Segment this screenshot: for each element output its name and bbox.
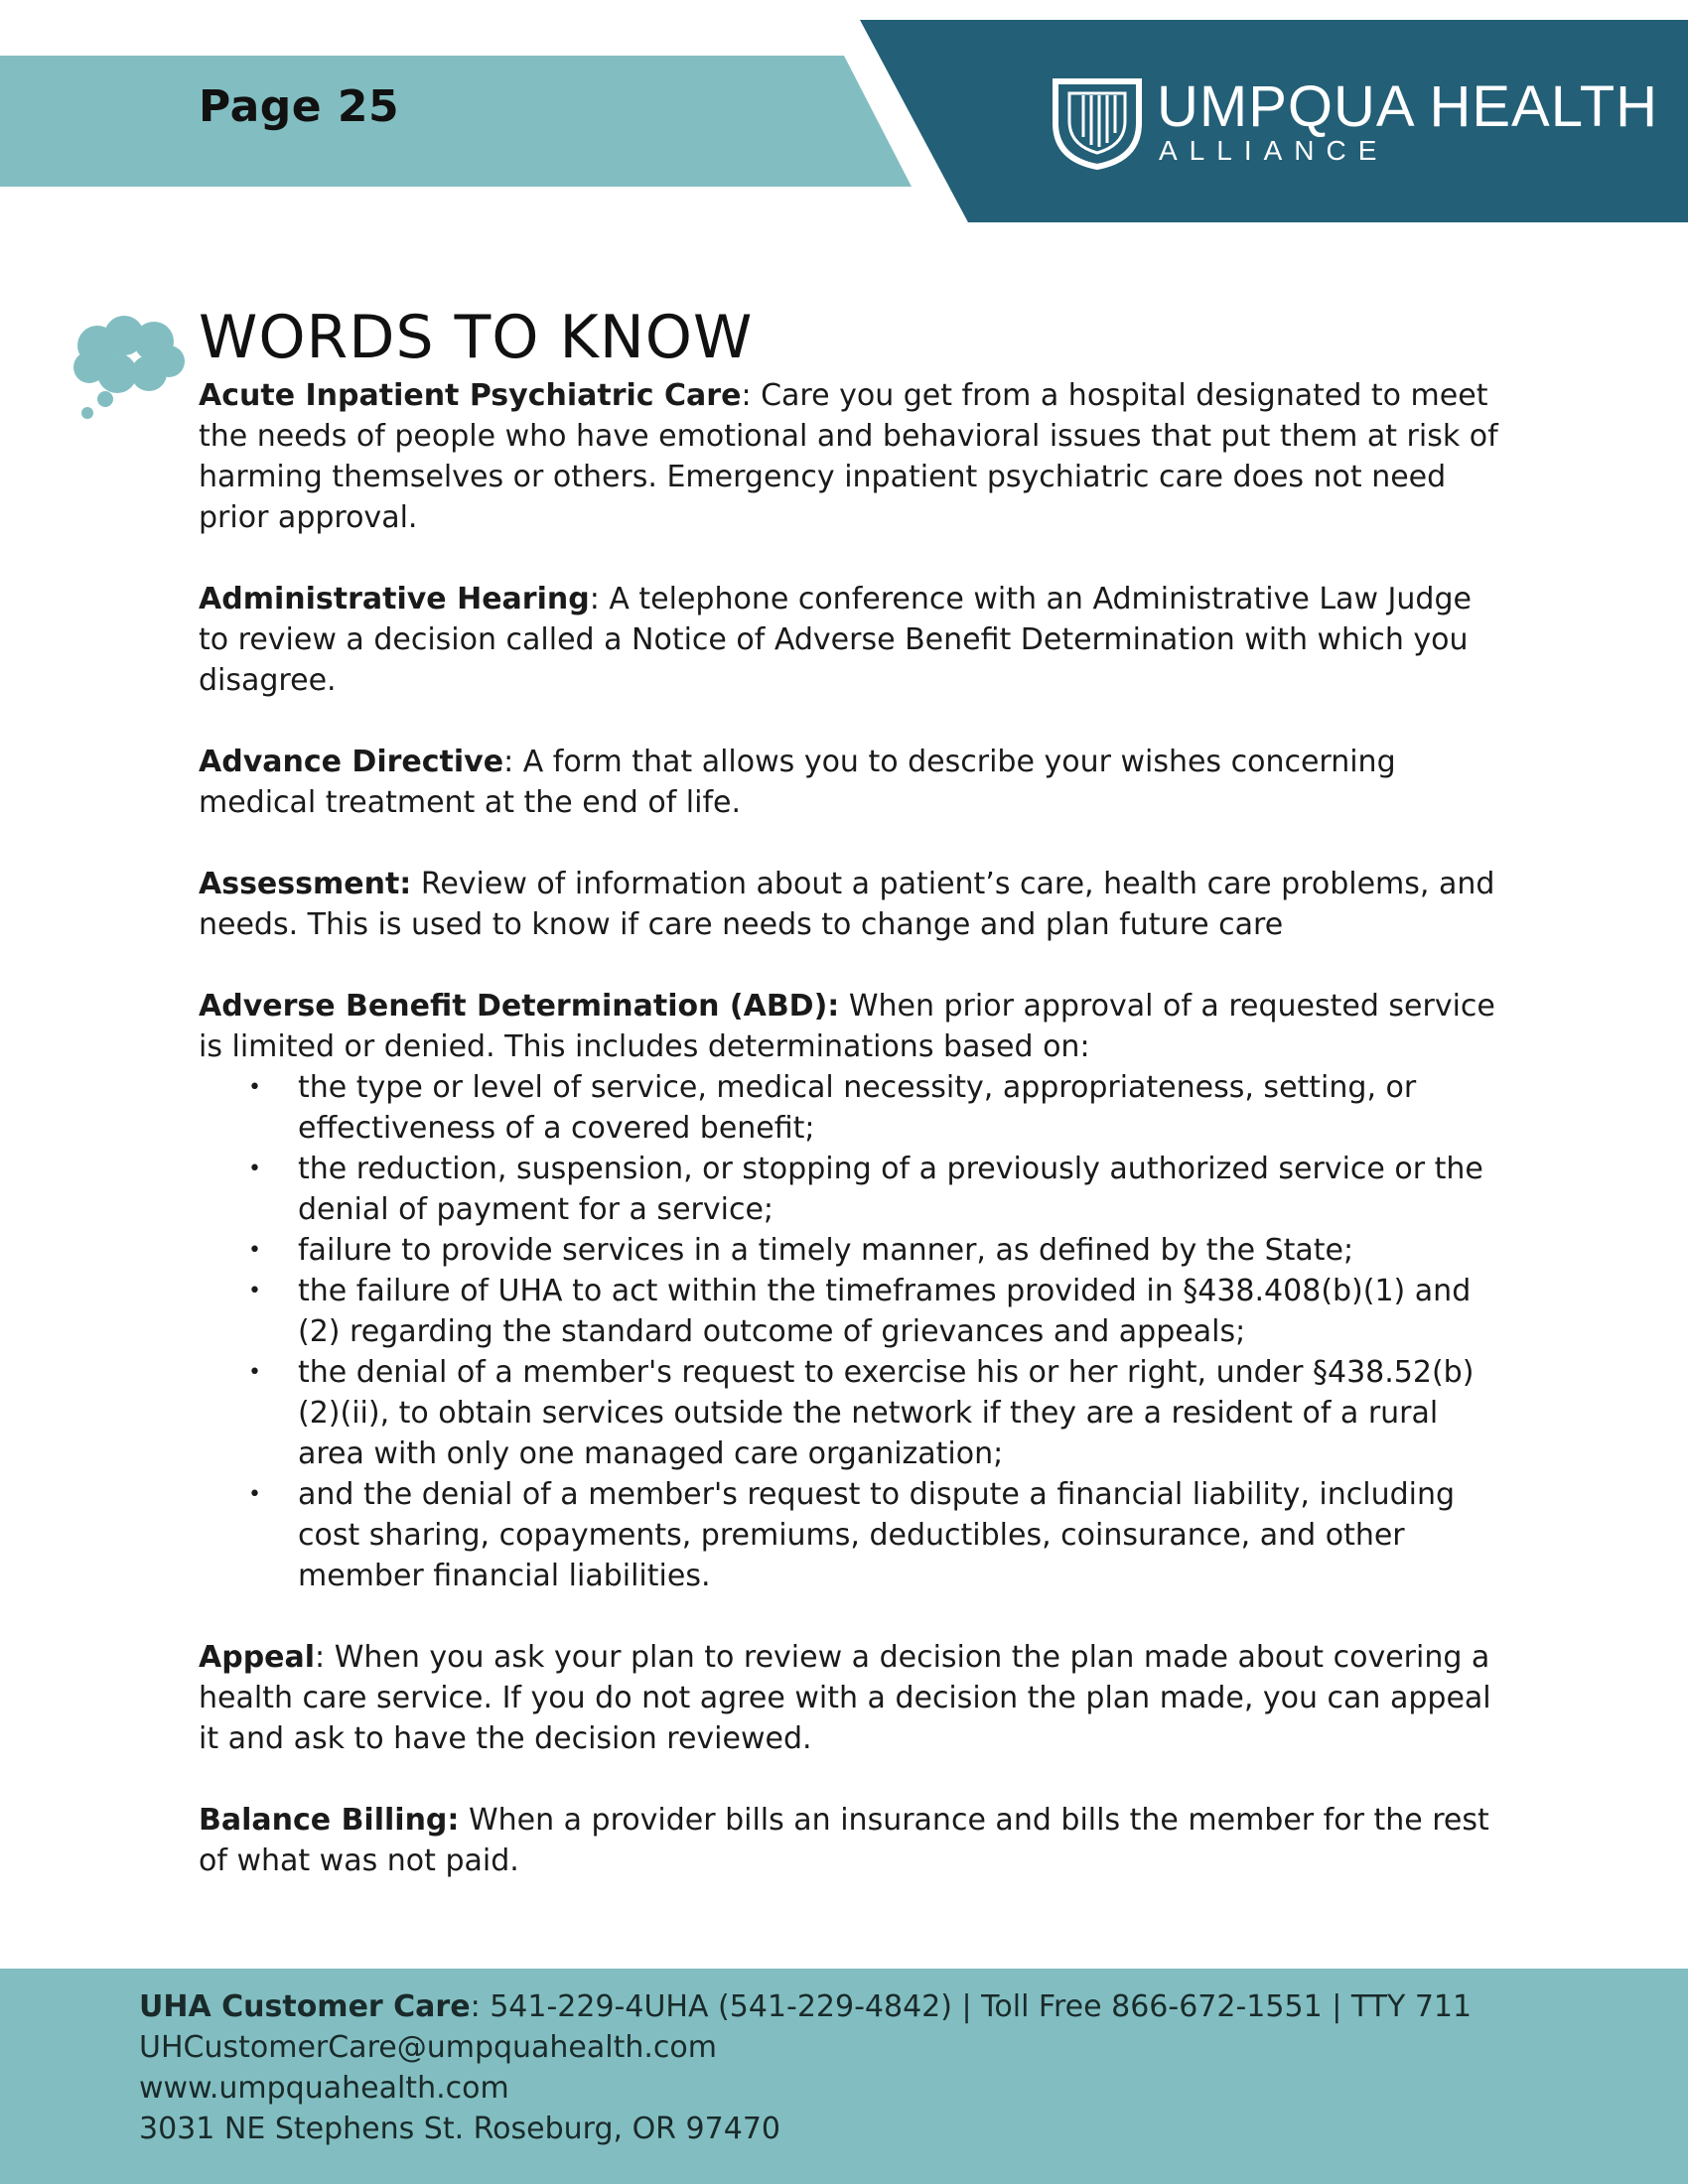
glossary-definition: When prior approval of a requested service is limited or denied. This includes determinations based on:: [199, 989, 1495, 1064]
bullet-icon: •: [248, 1075, 261, 1100]
bullet-icon: •: [248, 1360, 261, 1385]
glossary-term: Balance Billing:: [199, 1803, 460, 1838]
contact-website[interactable]: www.umpquahealth.com: [139, 2071, 509, 2106]
contact-address: 3031 NE Stephens St. Roseburg, OR 97470: [139, 2112, 780, 2146]
list-item: [199, 1230, 1509, 1271]
logo-mark-icon: [1048, 71, 1147, 171]
header-light-band: [0, 56, 912, 187]
page-footer: [0, 1969, 1688, 2184]
glossary-definition: A form that allows you to describe your wishes concerning medical treatment at the end of life.: [199, 745, 1396, 820]
bullet-icon: •: [248, 1482, 261, 1507]
glossary-entry: [199, 1800, 1509, 1881]
glossary-entry: [199, 1637, 1509, 1759]
contact-email[interactable]: UHCustomerCare@umpquahealth.com: [139, 2030, 717, 2065]
list-item-text: the reduction, suspension, or stopping of a previously authorized service or the denial of payment for a service;: [298, 1152, 1483, 1227]
glossary-entry: [199, 742, 1509, 823]
customer-care-numbers: : 541-229-4UHA (541-229-4842) | Toll Free 866-672-1551 | TTY 711: [470, 1989, 1473, 2024]
list-item: [199, 1271, 1509, 1352]
list-item: [199, 1474, 1509, 1596]
term-separator: :: [503, 745, 514, 779]
bullet-icon: •: [248, 1238, 261, 1263]
glossary-entry: [199, 864, 1509, 945]
page-header: [0, 0, 1688, 238]
glossary-content: [199, 375, 1509, 1922]
list-item: [199, 1352, 1509, 1474]
glossary-definition: A telephone conference with an Administrative Law Judge to review a decision called a Notice of Adverse Benefit Determination with which you disagree.: [199, 582, 1472, 698]
glossary-definition: When a provider bills an insurance and bills the member for the rest of what was not paid.: [199, 1803, 1489, 1878]
page-number: Page 25: [199, 81, 400, 132]
list-item-text: the denial of a member's request to exercise his or her right, under §438.52(b)(2)(ii), to obtain services outside the network if they are a resident of a rural area with only one managed care organization;: [298, 1355, 1475, 1471]
glossary-definition: Review of information about a patient’s care, health care problems, and needs. This is used to know if care needs to change and plan future care: [199, 867, 1495, 942]
term-separator: :: [315, 1640, 326, 1675]
section-title: WORDS TO KNOW: [199, 303, 754, 372]
thought-bubble-icon: [70, 316, 189, 425]
glossary-definition: When you ask your plan to review a decision the plan made about covering a health care service. If you do not agree with a decision the plan made, you can appeal it and ask to have the decision reviewed.: [199, 1640, 1491, 1756]
glossary-term: Administrative Hearing: [199, 582, 590, 616]
logo-subtitle: ALLIANCE: [1159, 135, 1389, 166]
glossary-term: Appeal: [199, 1640, 316, 1675]
list-item-text: the failure of UHA to act within the timeframes provided in §438.408(b)(1) and (2) regarding the standard outcome of grievances and appeals;: [298, 1274, 1472, 1349]
glossary-entry-intro: [199, 986, 1509, 1067]
list-item-text: failure to provide services in a timely manner, as defined by the State;: [298, 1233, 1354, 1268]
glossary-entry: [199, 375, 1509, 538]
glossary-entry: [199, 579, 1509, 701]
term-separator: :: [589, 582, 600, 616]
glossary-definition: Care you get from a hospital designated to meet the needs of people who have emotional and behavioral issues that put them at risk of harming themselves or others. Emergency inpatient psychiatric care does not need prior approval.: [199, 378, 1498, 535]
list-item: [199, 1067, 1509, 1149]
contact-info: [139, 1986, 1472, 2149]
glossary-entry: [199, 986, 1509, 1596]
glossary-term: Acute Inpatient Psychiatric Care: [199, 378, 742, 413]
umpqua-health-logo: [1048, 71, 1659, 171]
list-item: [199, 1149, 1509, 1230]
customer-care-label: UHA Customer Care: [139, 1989, 471, 2024]
customer-care-line: [139, 1986, 1472, 2027]
glossary-term: Adverse Benefit Determination (ABD):: [199, 989, 840, 1024]
glossary-term: Advance Directive: [199, 745, 504, 779]
term-separator: :: [741, 378, 752, 413]
glossary-term: Assessment:: [199, 867, 412, 901]
list-item-text: the type or level of service, medical necessity, appropriateness, setting, or effectiveness of a covered benefit;: [298, 1070, 1417, 1146]
bullet-icon: •: [248, 1279, 261, 1303]
list-item-text: and the denial of a member's request to dispute a financial liability, including cost sharing, copayments, premiums, deductibles, coinsurance, and other member financial liabilities.: [298, 1477, 1456, 1593]
bullet-icon: •: [248, 1157, 261, 1181]
logo-name: UMPQUA HEALTH: [1157, 74, 1659, 139]
determination-list: [199, 1067, 1509, 1596]
